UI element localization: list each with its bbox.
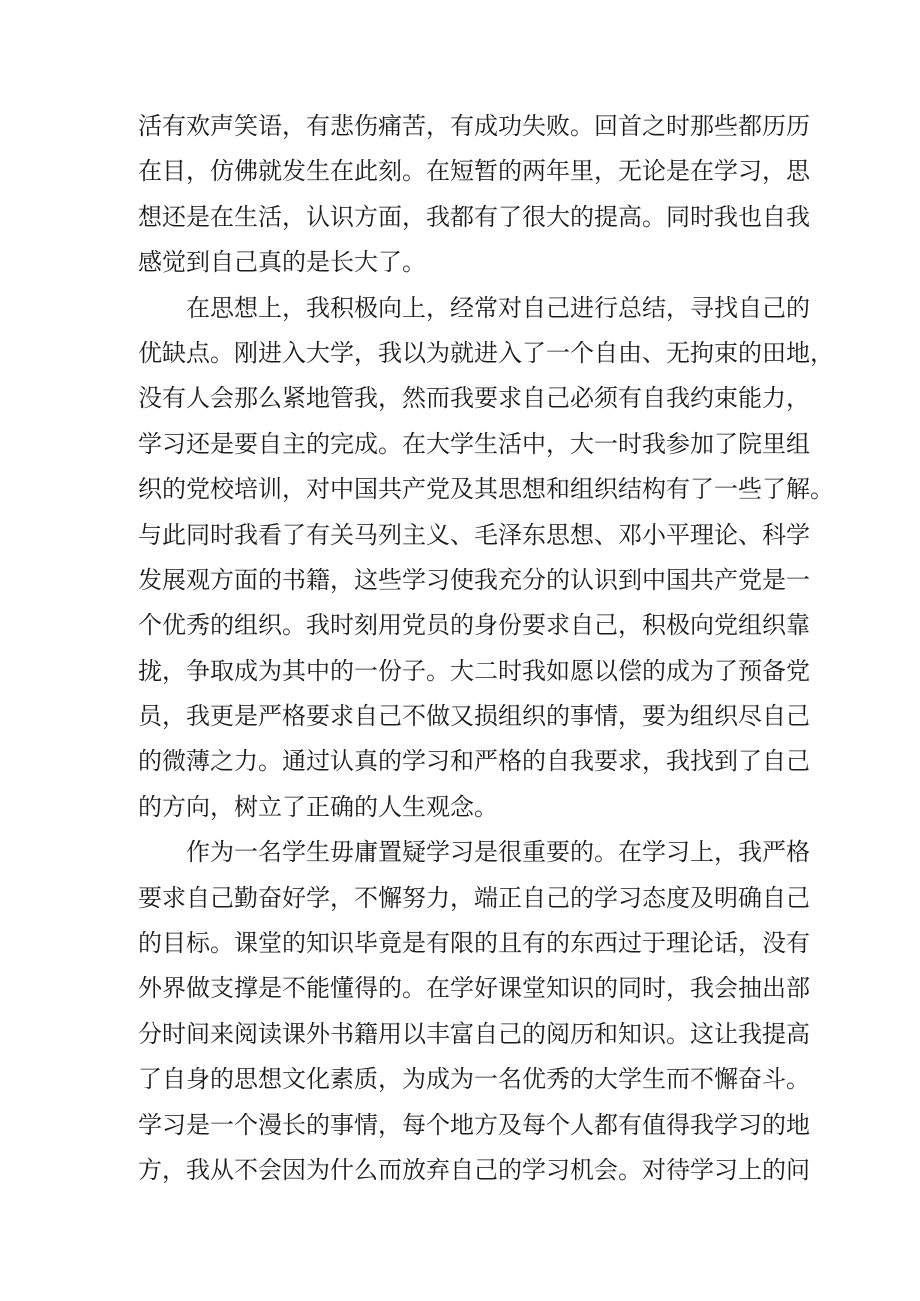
text-line: 活有欢声笑语，有悲伤痛苦，有成功失败。回首之时那些都历历 bbox=[138, 112, 810, 140]
text-line: 要求自己勤奋好学，不懈努力，端正自己的学习态度及明确自己 bbox=[138, 883, 810, 912]
text-line: 的微薄之力。通过认真的学习和严格的自我要求，我找到了自己 bbox=[138, 747, 810, 776]
text-line: 发展观方面的书籍，这些学习使我充分的认识到中国共产党是一 bbox=[138, 565, 810, 594]
text-line: 优缺点。刚进入大学，我以为就进入了一个自由、无拘束的田地， bbox=[138, 338, 834, 367]
text-line: 学习还是要自主的完成。在大学生活中，大一时我参加了院里组 bbox=[138, 429, 810, 458]
text-line: 拢，争取成为其中的一份子。大二时我如愿以偿的成为了预备党 bbox=[138, 656, 810, 685]
paragraph-1 bbox=[138, 104, 810, 286]
text-line: 感觉到自己真的是长大了。 bbox=[138, 248, 426, 277]
text-line: 的方向，树立了正确的人生观念。 bbox=[138, 792, 498, 821]
text-line: 织的党校培训，对中国共产党及其思想和组织结构有了一些了解。 bbox=[138, 475, 834, 504]
document-body bbox=[138, 104, 834, 1193]
text-line: 了自身的思想文化素质，为成为一名优秀的大学生而不懈奋斗。 bbox=[138, 1065, 810, 1094]
text-line: 的目标。课堂的知识毕竟是有限的且有的东西过于理论话，没有 bbox=[138, 929, 810, 958]
text-line: 作为一名学生毋庸置疑学习是很重要的。在学习上，我严格 bbox=[186, 838, 810, 867]
text-line: 与此同时我看了有关马列主义、毛泽东思想、邓小平理论、科学 bbox=[138, 520, 810, 549]
text-line: 方，我从不会因为什么而放弃自己的学习机会。对待学习上的问 bbox=[138, 1155, 810, 1184]
text-line: 学习是一个漫长的事情，每个地方及每个人都有值得我学习的地 bbox=[138, 1110, 810, 1139]
text-line: 个优秀的组织。我时刻用党员的身份要求自己，积极向党组织靠 bbox=[138, 611, 810, 640]
text-line: 员，我更是严格要求自己不做又损组织的事情，要为组织尽自己 bbox=[138, 702, 810, 731]
text-line: 在目，仿佛就发生在此刻。在短暂的两年里，无论是在学习，思 bbox=[138, 157, 810, 186]
text-line: 想还是在生活，认识方面，我都有了很大的提高。同时我也自我 bbox=[138, 202, 810, 231]
text-line: 没有人会那么紧地管我，然而我要求自己必须有自我约束能力， bbox=[138, 384, 810, 413]
paragraph-2 bbox=[138, 286, 834, 831]
text-line: 外界做支撑是不能懂得的。在学好课堂知识的同时，我会抽出部 bbox=[138, 974, 810, 1003]
paragraph-3 bbox=[138, 830, 810, 1193]
text-line: 分时间来阅读课外书籍用以丰富自己的阅历和知识。这让我提高 bbox=[138, 1019, 810, 1048]
text-line: 在思想上，我积极向上，经常对自己进行总结，寻找自己的 bbox=[186, 293, 810, 322]
